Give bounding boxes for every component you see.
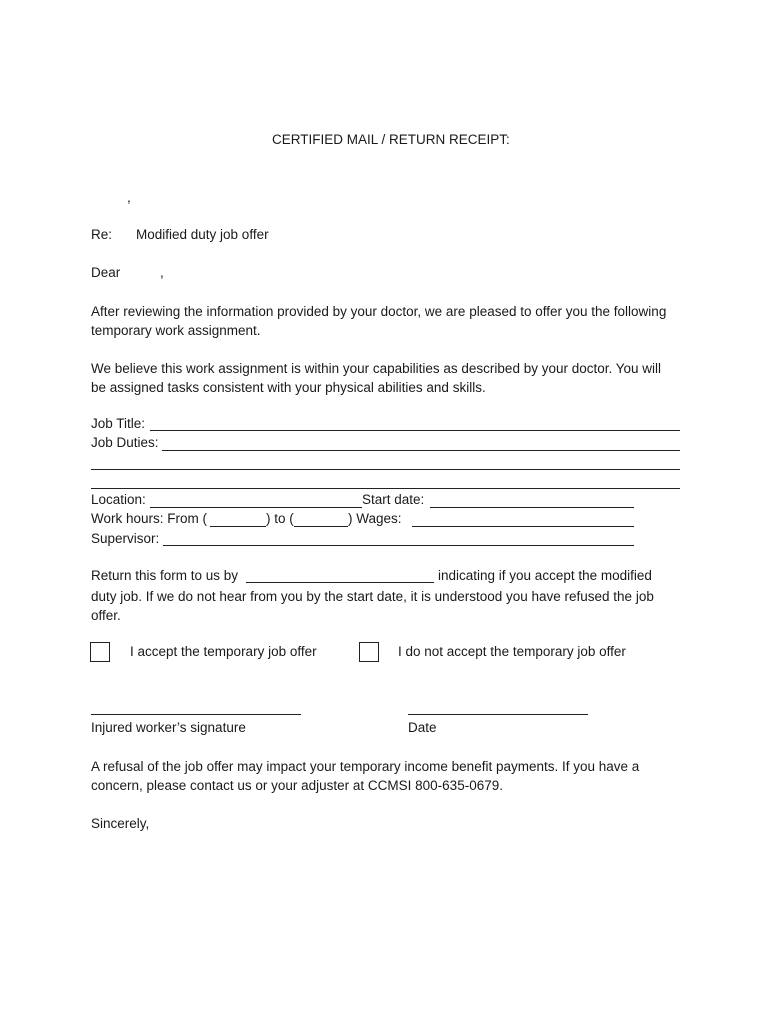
refusal-note: A refusal of the job offer may impact your temporary income benefit payments. If you have a concern, please contact us or your adjuster at CCMSI 800-635-0679. (91, 759, 640, 793)
job-title-label: Job Title: (91, 416, 146, 431)
return-by-date-field[interactable] (246, 582, 434, 583)
salutation-comma: , (160, 265, 164, 280)
salutation-dear: Dear (91, 265, 121, 280)
return-by-prefix: Return this form to us by (91, 568, 239, 583)
job-duties-field[interactable] (162, 450, 680, 451)
start-date-field[interactable] (430, 507, 634, 508)
re-label: Re: (91, 227, 113, 242)
signature-date-label: Date (408, 720, 437, 735)
decline-offer-checkbox[interactable] (359, 642, 379, 662)
wages-field[interactable] (412, 526, 634, 527)
work-hours-to-field[interactable] (294, 526, 348, 527)
job-duties-field-line-3[interactable] (91, 488, 680, 489)
work-hours-from-label: Work hours: From ( (91, 511, 208, 526)
work-hours-to-label: ) to ( (266, 511, 294, 526)
wages-label: ) Wages: (348, 511, 402, 526)
accept-offer-label: I accept the temporary job offer (130, 644, 317, 659)
worker-signature-label: Injured worker’s signature (91, 720, 246, 735)
worker-signature-field[interactable] (91, 714, 301, 715)
closing: Sincerely, (91, 816, 150, 831)
signature-date-field[interactable] (408, 714, 588, 715)
intro-paragraph: After reviewing the information provided by your doctor, we are pleased to offer you the following temporary work assignment. (91, 304, 667, 338)
supervisor-field[interactable] (163, 545, 634, 546)
start-date-label: Start date: (362, 492, 425, 507)
work-hours-from-field[interactable] (210, 526, 266, 527)
job-title-field[interactable] (150, 430, 680, 431)
re-subject: Modified duty job offer (136, 227, 269, 242)
capabilities-paragraph: We believe this work assignment is within your capabilities as described by your doctor. You will be assigned tasks consistent with your physical abilities and skills. (91, 361, 662, 395)
decline-offer-label: I do not accept the temporary job offer (398, 644, 626, 659)
return-by-suffix: indicating if you accept the modified (438, 568, 652, 583)
job-duties-field-line-2[interactable] (91, 469, 680, 470)
location-field[interactable] (150, 507, 362, 508)
accept-offer-checkbox[interactable] (90, 642, 110, 662)
document-title: CERTIFIED MAIL / RETURN RECEIPT: (272, 132, 510, 147)
job-duties-label: Job Duties: (91, 435, 159, 450)
return-by-rest: duty job. If we do not hear from you by the start date, it is understood you have refused the job offer. (91, 589, 654, 623)
supervisor-label: Supervisor: (91, 531, 160, 546)
date-placeholder-comma: , (127, 190, 131, 205)
location-label: Location: (91, 492, 146, 507)
